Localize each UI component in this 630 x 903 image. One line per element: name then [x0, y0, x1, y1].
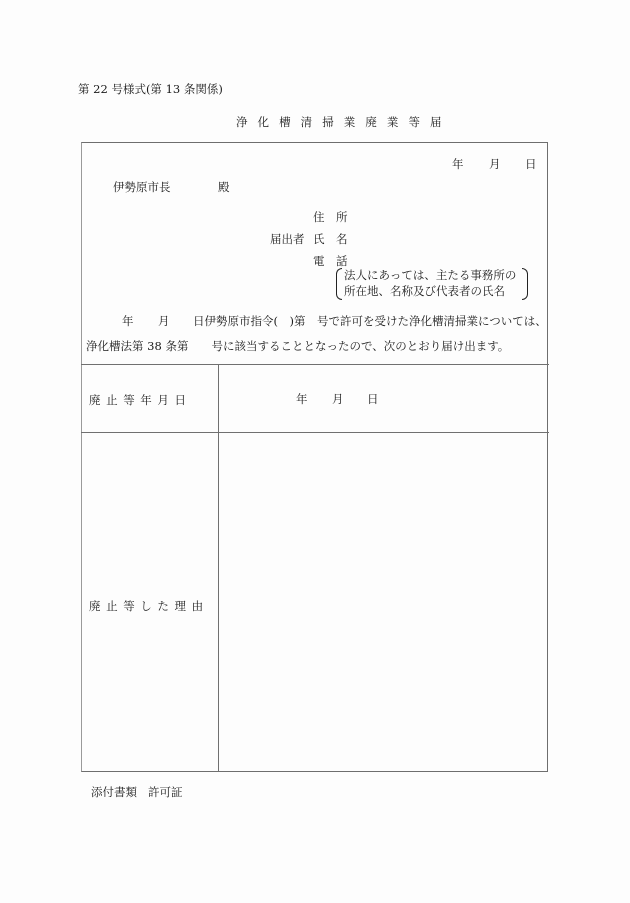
document-title: 浄 化 槽 清 掃 業 廃 業 等 届	[236, 115, 445, 129]
discontinuation-reason-field[interactable]	[220, 434, 548, 772]
discontinuation-year-label: 年	[296, 392, 308, 406]
notice-line2: 浄化槽法第 38 条第 号に該当することとなったので、次のとおり届け出ます。	[86, 339, 510, 353]
attachments-label: 添付書類	[91, 785, 137, 799]
divider-label-column	[218, 365, 219, 772]
corporate-note	[336, 268, 528, 300]
attachments-value: 許可証	[148, 785, 183, 799]
addressee-name: 伊勢原市長	[113, 180, 171, 194]
form-number: 第 22 号様式(第 13 条関係)	[78, 82, 223, 96]
notice-year-label: 年	[122, 314, 134, 328]
submission-month-label: 月	[489, 157, 501, 171]
label-discontinuation-date: 廃止等年月日	[89, 393, 192, 407]
right-bracket-icon	[522, 268, 528, 300]
addressee-honorific: 殿	[218, 180, 230, 194]
submission-year-label: 年	[452, 157, 464, 171]
notice-month-label: 月	[158, 314, 170, 328]
discontinuation-day-label: 日	[367, 392, 379, 406]
discontinuation-month-label: 月	[332, 392, 344, 406]
corporate-note-line1: 法人にあっては、主たる事務所の	[344, 268, 517, 282]
submission-day-label: 日	[525, 157, 537, 171]
left-bracket-icon	[336, 268, 342, 300]
notice-line1: 日伊勢原市指令( )第 号で許可を受けた浄化槽清掃業については、	[193, 314, 547, 328]
corporate-note-line2: 所在地、名称及び代表者の氏名	[344, 284, 505, 298]
divider-notice-table	[81, 364, 549, 365]
divider-table-rows	[81, 432, 549, 433]
phone-label: 電 話	[313, 254, 348, 268]
address-label: 住 所	[313, 210, 348, 224]
label-discontinuation-reason: 廃止等した理由	[89, 599, 209, 613]
notifier-label: 届出者	[270, 232, 305, 246]
name-label: 氏 名	[313, 232, 348, 246]
